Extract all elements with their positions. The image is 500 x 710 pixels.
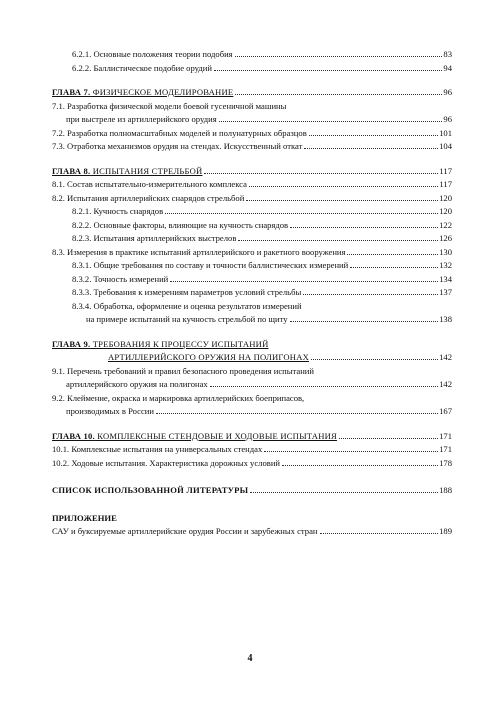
entry-page: 117 (439, 165, 452, 176)
chapter-title (52, 430, 337, 444)
entry-text: 10.2. Ходовые испытания. Характеристика дорожных условий (52, 457, 281, 468)
entry-page: 167 (439, 406, 452, 416)
toc-entry-8-3-1 (52, 259, 452, 273)
appendix-text: САУ и буксируемые артиллерийские орудия России и зарубежных стран (52, 526, 318, 536)
dot-leader (165, 213, 438, 214)
entry-text-line2: производимых в России (66, 406, 154, 416)
chapter-number: ГЛАВА 10. (52, 430, 95, 441)
entry-page: 126 (439, 233, 452, 243)
entry-page: 134 (439, 273, 452, 284)
toc-chapter-9 (52, 338, 452, 365)
table-of-contents (52, 48, 452, 539)
chapter-name: КОМПЛЕКСНЫЕ СТЕНДОВЫЕ И ХОДОВЫЕ ИСПЫТАНИЯ (94, 430, 337, 441)
entry-page: 188 (439, 485, 452, 495)
entry-text: 8.2.3. Испытания артиллерийских выстрелов (72, 233, 237, 243)
entry-page: 142 (439, 352, 452, 362)
entry-page: 120 (439, 206, 452, 216)
entry-page: 171 (439, 430, 452, 441)
chapter-title-line2: АРТИЛЛЕРИЙСКОГО ОРУЖИЯ НА ПОЛИГОНАХ (108, 352, 310, 362)
toc-entry-8-2 (52, 192, 452, 206)
dot-leader (249, 186, 439, 187)
dot-leader (309, 135, 438, 136)
entry-page: 117 (439, 179, 452, 189)
entry-page: 104 (439, 141, 452, 151)
entry-page: 138 (439, 314, 452, 324)
entry-page: 101 (439, 127, 452, 138)
toc-entry-7-2 (52, 127, 452, 141)
dot-leader (204, 173, 438, 174)
literature-title: СПИСОК ИСПОЛЬЗОВАННОЙ ЛИТЕРАТУРЫ (52, 485, 249, 495)
toc-entry-7-1 (52, 100, 452, 127)
toc-chapter-8 (52, 165, 452, 179)
chapter-title-line1 (52, 338, 452, 352)
toc-entry-9-2 (52, 392, 452, 419)
entry-text: 8.2.2. Основные факторы, влияющие на кучность снарядов (72, 219, 289, 230)
dot-leader (156, 413, 438, 414)
toc-entry-8-2-1 (52, 205, 452, 219)
toc-entry-8-3-3 (52, 286, 452, 300)
entry-text: 8.3.2. Точность измерений (72, 273, 169, 284)
chapter-title (52, 165, 202, 179)
dot-leader (235, 56, 443, 57)
page-number: 4 (247, 653, 253, 664)
entry-text: 7.2. Разработка полномасштабных моделей и полунатурных образцов (52, 127, 307, 138)
toc-entry-8-3-4 (52, 300, 452, 327)
entry-text-line2: на примере испытаний на кучность стрельбой по щиту (86, 314, 288, 324)
chapter-number: ГЛАВА 8. (52, 165, 91, 176)
entry-text-line2: артиллерийского оружия на полигонах (66, 379, 208, 389)
dot-leader (170, 281, 438, 282)
entry-text-line1: 8.3.4. Обработка, оформление и оценка результатов измерений (72, 300, 302, 311)
toc-entry-8-2-2 (52, 219, 452, 233)
entry-page: 132 (439, 260, 452, 270)
chapter-number: ГЛАВА 7. (52, 87, 91, 97)
toc-entry-7-3 (52, 140, 452, 154)
dot-leader (350, 267, 438, 268)
dot-leader (311, 359, 438, 360)
toc-entry-8-3-2 (52, 273, 452, 287)
dot-leader (210, 386, 438, 387)
entry-text-line2: при выстреле из артиллерийского орудия (66, 114, 217, 124)
entry-text: 6.2.2. Баллистическое подобие орудий (72, 62, 212, 73)
toc-entry-6-2-2 (52, 62, 452, 76)
dot-leader (250, 492, 438, 493)
toc-entry-10-2 (52, 457, 452, 471)
dot-leader (235, 94, 442, 95)
dot-leader (219, 121, 443, 122)
entry-text: 7.3. Отработка механизмов орудия на стендах. Искусственный откат (52, 141, 303, 151)
chapter-number: ГЛАВА 9. (52, 338, 91, 349)
dot-leader (339, 438, 438, 439)
toc-literature (52, 484, 452, 498)
entry-text-line1: 9.1. Перечень требований и правил безопасного проведения испытаний (52, 365, 314, 376)
chapter-name: ФИЗИЧЕСКОЕ МОДЕЛИРОВАНИЕ (90, 87, 234, 97)
entry-text: 8.3. Измерения в практике испытаний артиллерийского и ракетного вооружения (52, 246, 346, 257)
chapter-title (52, 86, 233, 100)
entry-text: 8.2.1. Кучность снарядов (72, 206, 164, 216)
chapter-name-line1: ТРЕБОВАНИЯ К ПРОЦЕССУ ИСПЫТАНИЙ (90, 338, 269, 349)
entry-text: 6.2.1. Основные положения теории подобия (72, 49, 233, 59)
entry-text-line1: 9.2. Клеймение, окраска и маркировка артиллерийских боеприпасов, (52, 392, 305, 403)
toc-appendix-entry (52, 525, 452, 539)
dot-leader (238, 240, 438, 241)
dot-leader (290, 321, 439, 322)
entry-page: 96 (443, 87, 452, 97)
toc-entry-8-1 (52, 178, 452, 192)
toc-chapter-7 (52, 86, 452, 100)
toc-entry-8-3 (52, 246, 452, 260)
dot-leader (303, 294, 438, 295)
entry-page: 171 (439, 444, 452, 454)
toc-entry-10-1 (52, 443, 452, 457)
entry-text: 8.1. Состав испытательно-измерительного комплекса (52, 179, 247, 189)
entry-page: 122 (439, 219, 452, 230)
toc-chapter-10 (52, 430, 452, 444)
entry-page: 94 (443, 62, 452, 73)
toc-entry-8-2-3 (52, 232, 452, 246)
toc-entry-9-1 (52, 365, 452, 392)
dot-leader (290, 227, 438, 228)
entry-text: 8.3.1. Общие требования по составу и точности баллистических измерений (72, 260, 349, 270)
dot-leader (304, 148, 438, 149)
toc-entry-6-2-1 (52, 48, 452, 62)
appendix-title: ПРИЛОЖЕНИЕ (52, 512, 117, 523)
entry-text: 8.3.3. Требования к измерениям параметров условий стрельбы (72, 287, 302, 297)
dot-leader (320, 533, 439, 534)
entry-text-line1: 7.1. Разработка физической модели боевой гусеничной машины (52, 100, 287, 111)
entry-page: 96 (443, 114, 452, 124)
entry-text: 8.2. Испытания артиллерийских снарядов стрельбой (52, 192, 245, 203)
dot-leader (282, 465, 438, 466)
entry-page: 142 (439, 379, 452, 389)
dot-leader (246, 200, 438, 201)
dot-leader (264, 451, 438, 452)
appendix-page: 189 (439, 526, 452, 536)
dot-leader (214, 70, 442, 71)
entry-page: 178 (439, 457, 452, 468)
entry-page: 130 (439, 246, 452, 257)
entry-page: 137 (439, 287, 452, 297)
dot-leader (347, 254, 438, 255)
entry-page: 83 (443, 49, 452, 59)
chapter-name: ИСПЫТАНИЯ СТРЕЛЬБОЙ (90, 165, 203, 176)
entry-text: 10.1. Комплексные испытания на универсальных стендах (52, 444, 263, 454)
entry-page: 120 (439, 192, 452, 203)
